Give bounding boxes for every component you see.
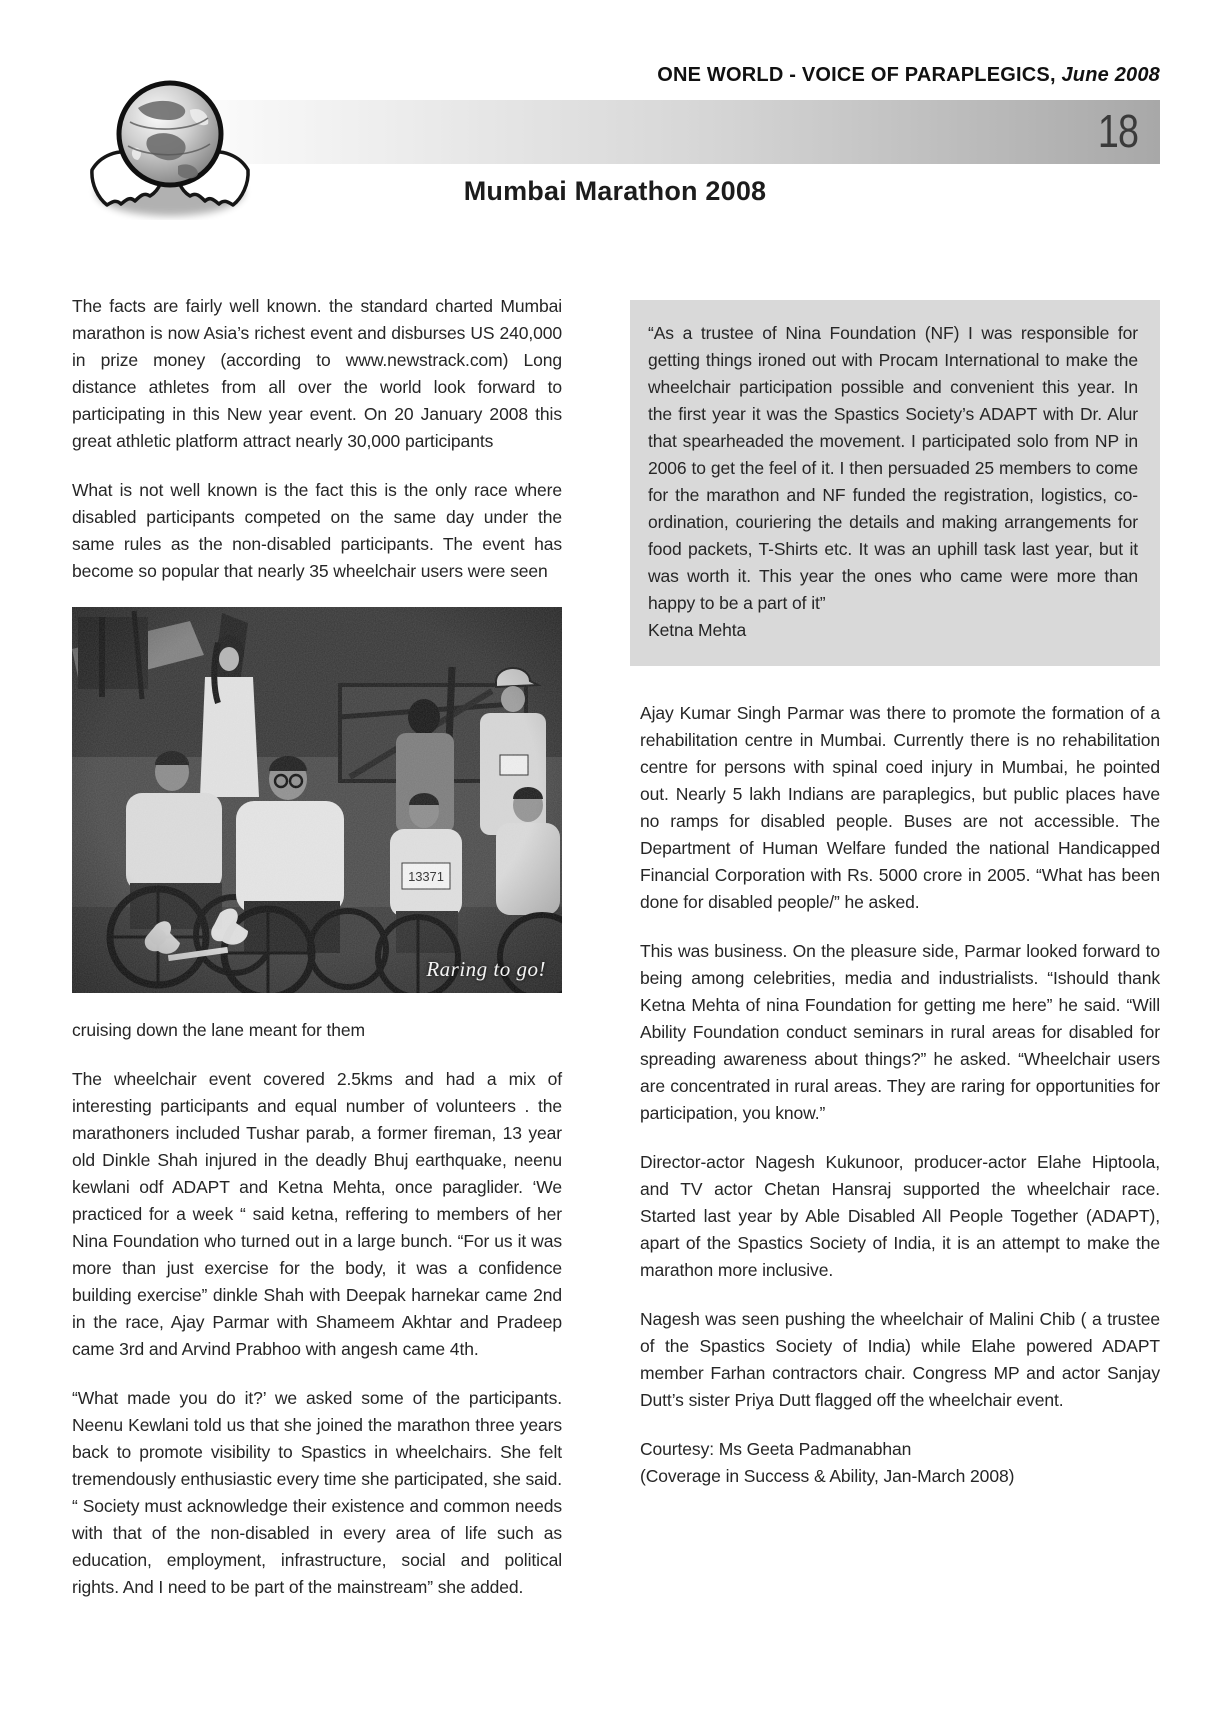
page-number: 18 <box>1097 105 1138 157</box>
paragraph: Director-actor Nagesh Kukunoor, producer-actor Elahe Hiptoola, and TV actor Chetan Hansraj supported the wheelchair race. Started last year by Able Disabled All People Together (ADAPT), apart of the Spastics Society of India, it is an attempt to make the marathon more inclusive. <box>640 1152 1160 1280</box>
left-column <box>72 293 562 1623</box>
masthead <box>657 64 1160 87</box>
photo-caption: cruising down the lane meant for them <box>72 1020 365 1040</box>
earth-hands-logo-icon <box>78 74 262 220</box>
pull-quote-box <box>630 300 1160 666</box>
paragraph: The facts are fairly well known. the standard charted Mumbai marathon is now Asia’s richest event and disburses US 240,000 in prize money (according to www.newstrack.com) Long distance athletes from all over the world look forward to participating in this New year event. On 20 January 2008 this great athletic platform attract nearly 30,000 participants <box>72 296 562 451</box>
paragraph: “What made you do it?’ we asked some of the participants. Neenu Kewlani told us that she joined the marathon three years back to promote visibility to Spastics in wheelchairs. She felt tremendously enthusiastic every time she participated, she said. “ Society must acknowledge their existence and common needs with that of the non-disabled in every area of life such as education, employment, infrastructure, social and political rights. And I need to be part of the mainstream” she added. <box>72 1388 562 1597</box>
masthead-title: ONE WORLD - VOICE OF PARAPLEGICS, <box>657 64 1056 86</box>
paragraph: Nagesh was seen pushing the wheelchair of Malini Chib ( a trustee of the Spastics Society of India) while Elahe powered ADAPT member Farhan contractors chair. Congress MP and actor Sanjay Dutt’s sister Priya Dutt flagged off the wheelchair event. <box>640 1309 1160 1410</box>
courtesy-line: (Coverage in Success & Ability, Jan-March 2008) <box>640 1466 1015 1486</box>
header-banner <box>155 100 1160 164</box>
quote-attribution: Ketna Mehta <box>648 620 747 640</box>
masthead-date: June 2008 <box>1055 64 1160 86</box>
paragraph: Ajay Kumar Singh Parmar was there to promote the formation of a rehabilitation centre in Mumbai. Currently there is no rehabilitation centre for persons with spinal coed injury in Mumbai, he pointed out. Nearly 5 lakh Indians are paraplegics, but public places have no ramps for disabled people. Buses are not accessible. The Department of Human Welfare funded the national Handicapped Financial Corporation with Rs. 5000 crore in 2005. “What has been done for disabled people/” he asked. <box>640 703 1160 912</box>
marathon-photo <box>72 607 562 993</box>
paragraph: What is not well known is the fact this is the only race where disabled participants competed on the same day under the same rules as the non-disabled participants. The event has become so popular that nearly 35 wheelchair users were seen <box>72 480 562 581</box>
article-title: Mumbai Marathon 2008 <box>463 176 767 206</box>
paragraph: This was business. On the pleasure side, Parmar looked forward to being among celebrities, media and industrialists. “Ishould thank Ketna Mehta of nina Foundation for getting me here” he said. “Will Ability Foundation conduct seminars in rural areas for disabled for spreading awareness about things?” he asked. “Wheelchair users are concentrated in rural areas. They are raring for opportunities for participation, you know.” <box>640 941 1160 1123</box>
quote-text: “As a trustee of Nina Foundation (NF) I was responsible for getting things ironed out with Procam International to make the wheelchair participation possible and convenient this year. In the first year it was the Spastics Society’s ADAPT with Dr. Alur that spearheaded the movement. I participated solo from NP in 2006 to get the feel of it. I then persuaded 25 members to come for the marathon and NF funded the registration, logistics, co-ordination, couriering the details and making arrangements for food packets, T-Shirts etc. It was an uphill task last year, but it was worth it. This year the ones who came were more than happy to be a part of it” <box>648 323 1138 613</box>
right-column <box>630 300 1160 1490</box>
courtesy-line: Courtesy: Ms Geeta Padmanabhan <box>640 1439 912 1459</box>
paragraph: The wheelchair event covered 2.5kms and had a mix of interesting participants and equal number of volunteers . the marathoners included Tushar parab, a former fireman, 13 year old Dinkle Shah injured in the deadly Bhuj earthquake, neenu kewlani odf ADAPT and Ketna Mehta, once paraglider. ‘We practiced for a week “ said ketna, reffering to members of her Nina Foundation who turned out in a large bunch. “For us it was more than just exercise for the body, it was a confidence building exercise” dinkle Shah with Deepak harnekar came 2nd in the race, Ajay Parmar with Shameem Akhtar and Pradeep came 3rd and Arvind Prabhoo with angesh came 4th. <box>72 1069 562 1359</box>
photo-overlay-caption: Raring to go! <box>426 957 546 981</box>
